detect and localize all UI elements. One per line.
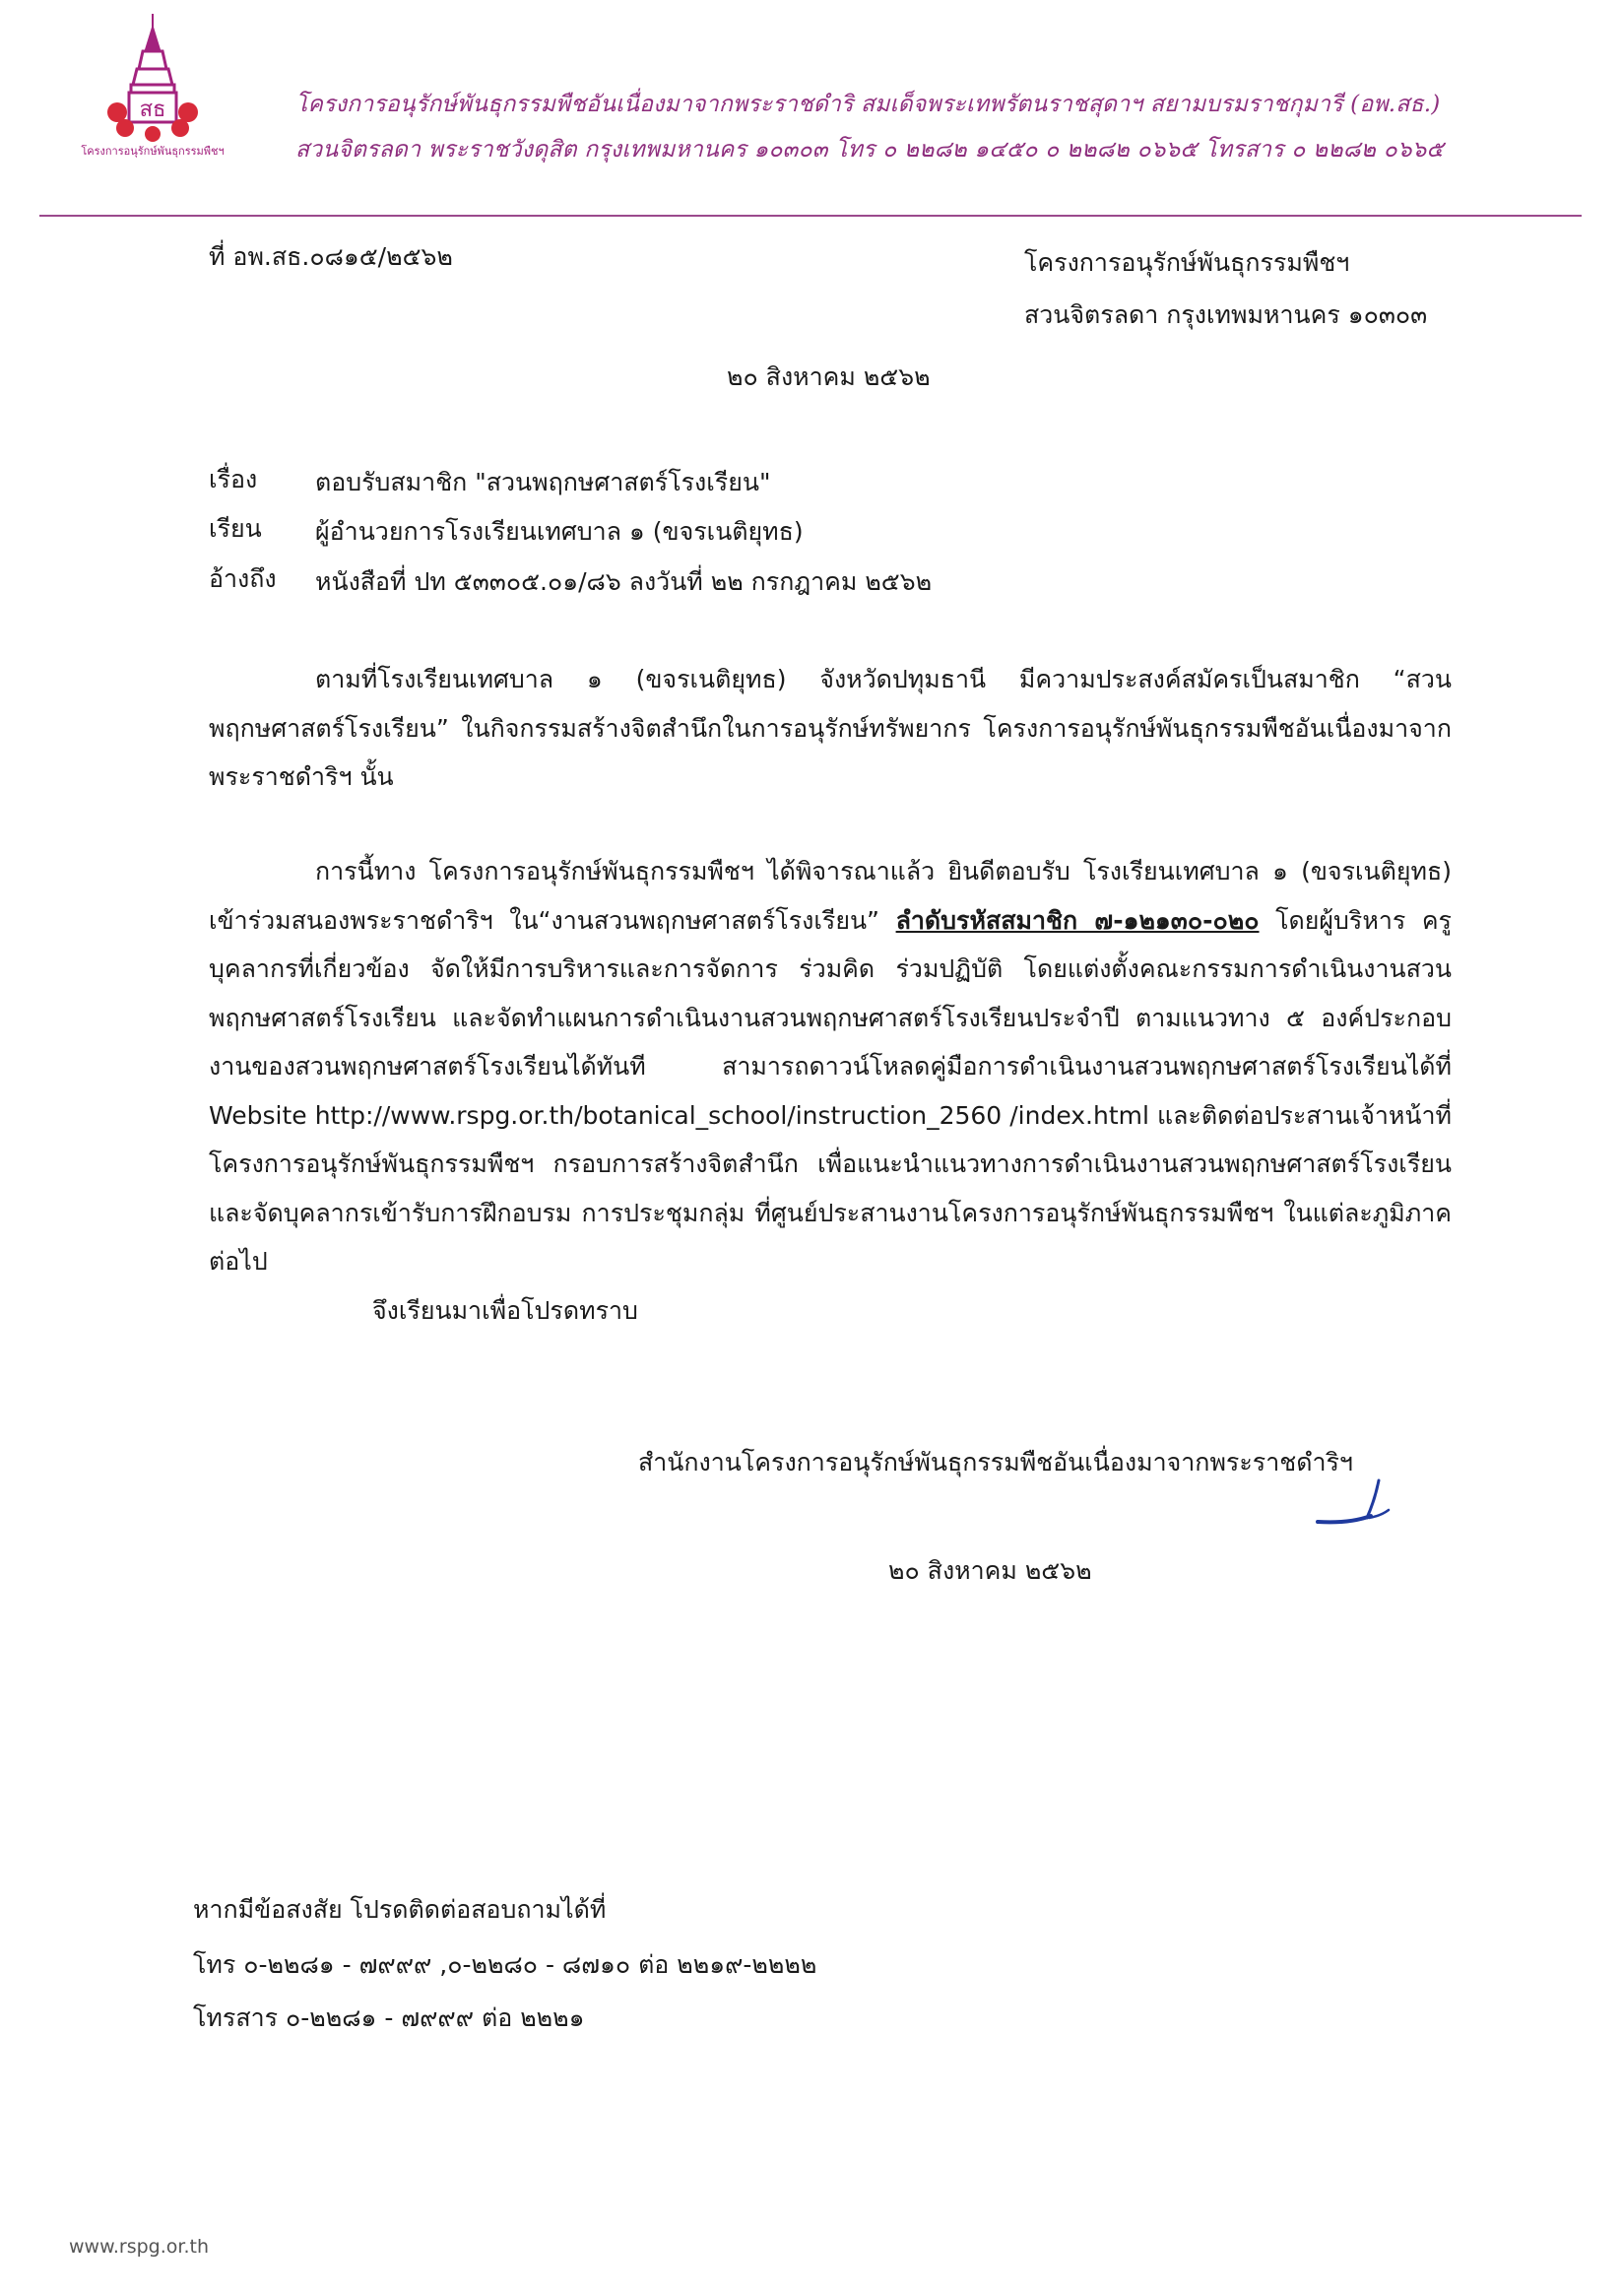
sender-line1: โครงการอนุรักษ์พันธุกรรมพืชฯ bbox=[1024, 248, 1350, 277]
rspg-logo bbox=[81, 12, 225, 160]
letterhead-divider bbox=[39, 215, 1582, 217]
signatory: สำนักงานโครงการอนุรักษ์พันธุกรรมพืชอันเนื่องมาจากพระราชดำริฯ bbox=[638, 1448, 1353, 1476]
recipient-text: ผู้อำนวยการโรงเรียนเทศบาล ๑ (ขจรเนติยุทธ) bbox=[315, 517, 804, 546]
reference-number: ที่ อพ.สธ.๐๘๑๕/๒๕๖๒ bbox=[209, 242, 453, 271]
sender-line2: สวนจิตรลดา กรุงเทพมหานคร ๑๐๓๐๓ bbox=[1024, 300, 1428, 329]
svg-text:สธ: สธ bbox=[139, 98, 166, 122]
reference-text: หนังสือที่ ปท ๕๓๓๐๕.๐๑/๘๖ ลงวันที่ ๒๒ กรกฎาคม ๒๕๖๒ bbox=[315, 567, 933, 596]
body-paragraph-2: การนี้ทาง โครงการอนุรักษ์พันธุกรรมพืชฯ ได้พิจารณาแล้ว ยินดีตอบรับ โรงเรียนเทศบาล ๑ (ขจรเนติยุทธ) เข้าร่วมสนองพระราชดำริฯ ใน“งานสวนพฤกษศาสตร์โรงเรียน” ลำดับรหัสสมาชิก ๗-๑๒๑๓๐-๐๒๐ โดยผู้บริหาร ครู บุคลากรที่เกี่ยวข้อง จัดให้มีการบริหารและการจัดการ ร่วมคิด ร่วมปฏิบัติ โดยแต่งตั้งคณะกรรมการดำเนินงานสวนพฤกษศาสตร์โรงเรียน และจัดทำแผนการดำเนินงานสวนพฤกษศาสตร์โรงเรียนประจำปี ตามแนวทาง ๕ องค์ประกอบงานของสวนพฤกษศาสตร์โรงเรียนได้ทันที สามารถดาวน์โหลดคู่มือการดำเนินงานสวนพฤกษศาสตร์โรงเรียนได้ที่ Website http://www.rspg.or.th/botanical_school/instruction_2560 /index.html และติดต่อประสานเจ้าหน้าที่ โครงการอนุรักษ์พันธุกรรมพืชฯ กรอบการสร้างจิตสำนึก เพื่อแนะนำแนวทางการดำเนินงานสวนพฤกษศาสตร์โรงเรียน และจัดบุคลากรเข้ารับการฝึกอบรม การประชุมกลุ่ม ที่ศูนย์ประสานงานโครงการอนุรักษ์พันธุกรรมพืชฯ ในแต่ละภูมิภาคต่อไป bbox=[209, 857, 1452, 1276]
reference-label: อ้างถึง bbox=[209, 564, 277, 593]
letterhead-line1: โครงการอนุรักษ์พันธุกรรมพืชอันเนื่องมาจากพระราชดำริ สมเด็จพระเทพรัตนราชสุดาฯ สยามบรมราชกุมารี (อพ.สธ.) bbox=[295, 92, 1441, 117]
contact-phone: โทร ๐-๒๒๘๑ - ๗๙๙๙ ,๐-๒๒๘๐ - ๘๗๑๐ ต่อ ๒๒๑๙-๒๒๒๒ bbox=[193, 1950, 817, 1979]
contact-intro: หากมีข้อสงสัย โปรดติดต่อสอบถามได้ที่ bbox=[193, 1895, 607, 1924]
footer-url: www.rspg.or.th bbox=[69, 2236, 210, 2258]
letterhead-line2: สวนจิตรลดา พระราชวังดุสิต กรุงเทพมหานคร ๑๐๓๐๓ โทร ๐ ๒๒๘๒ ๑๔๕๐ ๐ ๒๒๘๒ ๐๖๖๕ โทรสาร ๐ ๒๒๘๒ ๐๖๖๕ bbox=[295, 137, 1445, 163]
letter-date: ๒๐ สิงหาคม ๒๕๖๒ bbox=[727, 362, 931, 391]
subject-text: ตอบรับสมาชิก "สวนพฤกษศาสตร์โรงเรียน" bbox=[315, 468, 771, 496]
closing-line: จึงเรียนมาเพื่อโปรดทราบ bbox=[372, 1296, 638, 1325]
body-paragraph-1: ตามที่โรงเรียนเทศบาล ๑ (ขจรเนติยุทธ) จังหวัดปทุมธานี มีความประสงค์สมัครเป็นสมาชิก “สวนพฤกษศาสตร์โรงเรียน” ในกิจกรรมสร้างจิตสำนึกในการอนุรักษ์ทรัพยากร โครงการอนุรักษ์พันธุกรรมพืชอันเนื่องมาจากพระราชดำริฯ นั้น bbox=[209, 665, 1452, 791]
signature-date: ๒๐ สิงหาคม ๒๕๖๒ bbox=[888, 1556, 1092, 1585]
contact-fax: โทรสาร ๐-๒๒๘๑ - ๗๙๙๙ ต่อ ๒๒๒๑ bbox=[193, 2003, 585, 2032]
member-code: ลำดับรหัสสมาชิก ๗-๑๒๑๓๐-๐๒๐ bbox=[895, 905, 1260, 935]
logo-caption: โครงการอนุรักษ์พันธุกรรมพืชฯ bbox=[81, 145, 225, 158]
recipient-label: เรียน bbox=[209, 514, 262, 543]
signature-mark bbox=[1310, 1473, 1398, 1532]
subject-label: เรื่อง bbox=[209, 465, 258, 493]
